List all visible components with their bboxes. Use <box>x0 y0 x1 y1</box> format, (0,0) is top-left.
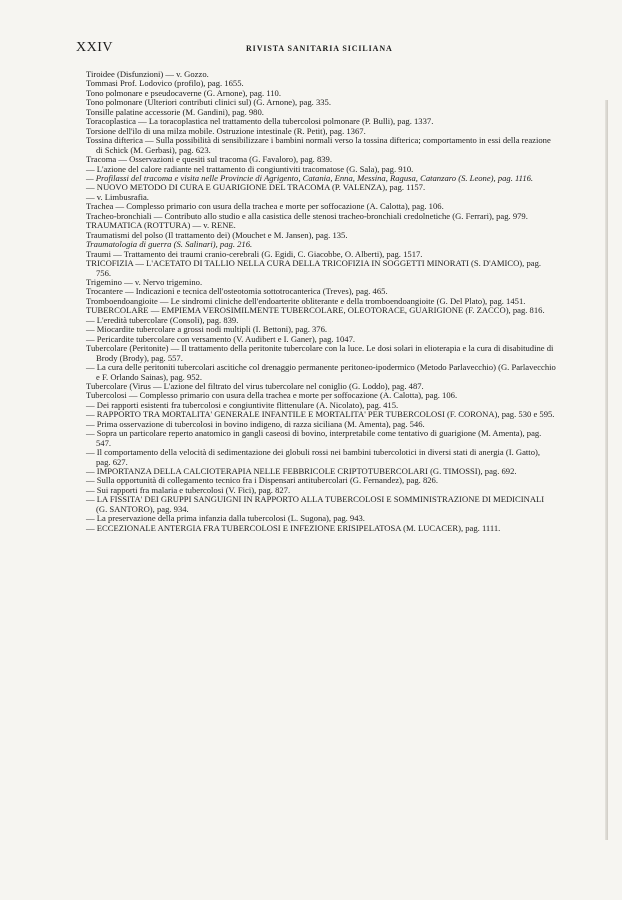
index-entry: Tono polmonare (Ulteriori contributi clinici sul) (G. Arnone), pag. 335. <box>86 97 331 108</box>
index-entry: — Sui rapporti fra malaria e tubercolosi (V. Fici), pag. 827. <box>86 484 291 495</box>
index-entry: — RAPPORTO TRA MORTALITA' GENERALE INFANTILE E MORTALITA' PER TUBERCOLOSI (F. CORONA), pag. 530 e 595. <box>86 409 555 420</box>
index-entry: — v. Limbusrafia. <box>86 191 149 202</box>
index-entry: — IMPORTANZA DELLA CALCIOTERAPIA NELLE FEBBRICOLE CRIPTOTUBERCOLARI (G. TIMOSSI), pag. 692. <box>86 466 517 477</box>
index-entry: — Sulla opportunità di collegamento tecnico fra i Dispensari antitubercolari (G. Fernandez), pag. 826. <box>86 475 438 486</box>
index-entry: Toracoplastica — La toracoplastica nel trattamento della tubercolosi polmonare (P. Bulli), pag. 1337. <box>86 116 434 127</box>
index-entry: — LA FISSITA' DEI GRUPPI SANGUIGNI IN RAPPORTO ALLA TUBERCOLOSI E SOMMINISTRAZIONE DI MEDICINALI (G. SANTORO), pag. 934. <box>86 494 545 514</box>
index-entry: Tubercolosi — Complesso primario con usura della trachea e morte per soffocazione (A. Calotta), pag. 106. <box>86 390 458 401</box>
index-entry: — NUOVO METODO DI CURA E GUARIGIONE DEL TRACOMA (P. VALENZA), pag. 1157. <box>86 182 426 193</box>
index-entry: — Profilassi del tracoma e visita nelle Provincie di Agrigento, Catania, Enna, Messina, Ragusa, Catanzaro (S. Leone), pag. 1116. <box>86 172 534 183</box>
index-entry: Tono polmonare e pseudocaverne (G. Arnone), pag. 110. <box>86 87 282 98</box>
index-entry: Tromboendoangioite — Le sindromi cliniche dell'endoarterite obliterante e della tromboendoangioite (G. Del Plato), pag. 1451. <box>86 295 526 306</box>
index-entries <box>86 70 556 533</box>
index-entry: — Il comportamento della velocità di sedimentazione dei globuli rossi nei bambini tubercolotici in diversi stati di anergia (I. Gatto), pag. 627. <box>86 447 540 467</box>
index-entry: — ECCEZIONALE ANTERGIA FRA TUBERCOLOSI E INFEZIONE ERISIPELATOSA (M. LUCACER), pag. 1111. <box>86 522 501 533</box>
index-entry: — Miocardite tubercolare a grossi nodi multipli (I. Bettoni), pag. 376. <box>86 324 328 335</box>
index-entry: Trigemino — v. Nervo trigemino. <box>86 276 203 287</box>
index-entry: Tubercolare (Virus — L'azione del filtrato del virus tubercolare nel coniglio (G. Loddo), pag. 487. <box>86 380 424 391</box>
index-entry: Tossina difterica — Sulla possibilità di sensibilizzare i bambini normali verso la tossina difterica; comportamento in essi della reazione di Schick (M. Gerbasi), pag. 623. <box>86 135 551 155</box>
index-entry: Tracheo-bronchiali — Contributo allo studio e alla casistica delle stenosi tracheo-bronchiali credolnetiche (G. Ferrari), pag. 979. <box>86 210 528 221</box>
index-entry: Traumi — Trattamento dei traumi cranio-cerebrali (G. Egidi, C. Giacobbe, O. Alberti), pag. 1517. <box>86 248 423 259</box>
index-entry: Trocantere — Indicazioni e tecnica dell'osteotomia sottotrocanterica (Treves), pag. 465. <box>86 286 388 297</box>
index-entry: Tiroidee (Disfunzioni) — v. Gozzo. <box>86 69 209 79</box>
index-entry: TUBERCOLARE — EMPIEMA VEROSIMILMENTE TUBERCOLARE, OLEOTORACE, GUARIGIONE (F. ZACCO), pag. 816. <box>86 305 545 316</box>
running-title: RIVISTA SANITARIA SICILIANA <box>246 44 393 53</box>
page-number: XXIV <box>76 40 113 55</box>
index-entry: Tracoma — Osservazioni e quesiti sul tracoma (G. Favaloro), pag. 839. <box>86 154 332 165</box>
index-entry: — Dei rapporti esistenti fra tubercolosi e congiuntivite flittenulare (A. Nicolato), pag. 415. <box>86 399 399 410</box>
index-entry: Tubercolare (Peritonite) — Il trattamento della peritonite tubercolare con la luce. Le dosi solari in elioterapia e la cura di disabitudine di Brody (Brody), pag. 557. <box>86 343 554 363</box>
index-entry: TRICOFIZIA — L'ACETATO DI TALLIO NELLA CURA DELLA TRICOFIZIA IN SOGGETTI MINORATI (S. D'AMICO), pag. 756. <box>86 258 542 278</box>
index-entry: Traumatismi del polso (Il trattamento dei) (Mouchet e M. Jansen), pag. 135. <box>86 229 348 240</box>
index-entry: Torsione dell'ilo di una milza mobile. Ostruzione intestinale (R. Petit), pag. 1367. <box>86 125 366 136</box>
index-entry: — L'azione del calore radiante nel trattamento di congiuntiviti tracomatose (G. Sala), pag. 910. <box>86 163 414 174</box>
index-entry: — Sopra un particolare reperto anatomico in gangli caseosi di bovino, interpretabile come tentativo di guarigione (M. Amenta), pag. 547. <box>86 428 542 448</box>
index-entry: — Pericardite tubercolare con versamento (V. Audibert e I. Ganer), pag. 1047. <box>86 333 356 344</box>
index-entry: — L'eredità tubercolare (Consoli), pag. 839. <box>86 314 239 325</box>
index-entry: Trachea — Complesso primario con usura della trachea e morte per soffocazione (A. Calotta), pag. 106. <box>86 201 444 212</box>
index-entry: Traumatologia di guerra (S. Salinari), pag. 216. <box>86 239 253 250</box>
index-entry: Tonsille palatine accessorie (M. Gandini), pag. 980. <box>86 106 264 117</box>
index-entry: — La cura delle peritoniti tubercolari ascitiche col drenaggio permanente peritoneo-ipodermico (Metodo Parlavecchio) (G. Parlavecchio e F. Orlando Sainas), pag. 952. <box>86 362 556 382</box>
index-entry: — La preservazione della prima infanzia dalla tubercolosi (L. Sugona), pag. 943. <box>86 513 365 524</box>
index-entry: — Prima osservazione di tubercolosi in bovino indigeno, di razza siciliana (M. Amenta), pag. 546. <box>86 418 425 429</box>
index-entry: TRAUMATICA (ROTTURA) — v. RENE. <box>86 220 236 231</box>
page-edge-shadow <box>605 100 608 840</box>
index-entry: Tommasi Prof. Lodovico (profilo), pag. 1655. <box>86 78 244 89</box>
